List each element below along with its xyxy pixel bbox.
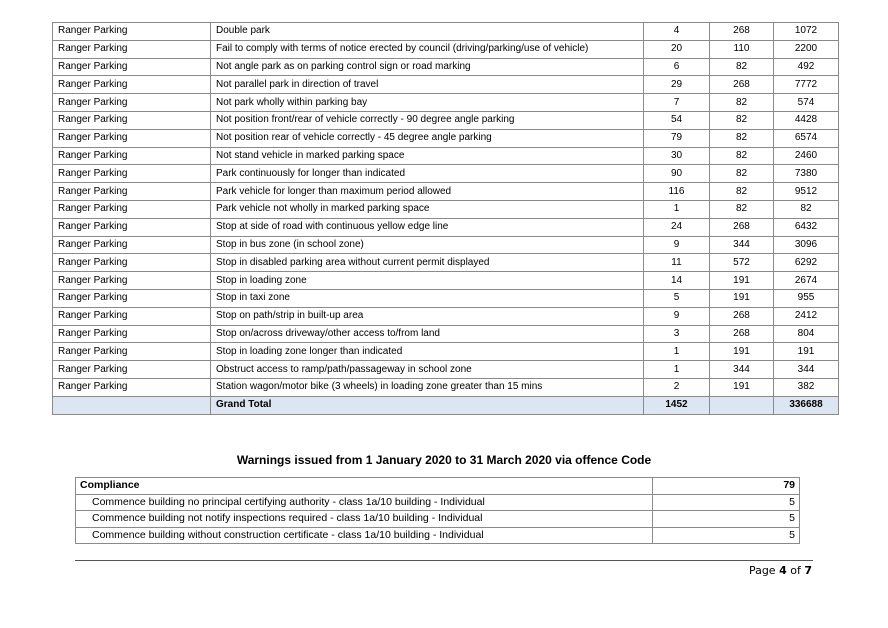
row-count: 79: [644, 129, 710, 147]
row-count: 6: [644, 58, 710, 76]
row-category: Ranger Parking: [53, 361, 211, 379]
row-amount: 268: [710, 307, 774, 325]
row-category: Ranger Parking: [53, 147, 211, 165]
table-row: [53, 236, 839, 254]
row-count: 24: [644, 218, 710, 236]
table-row: [53, 361, 839, 379]
row-count: 29: [644, 76, 710, 94]
row-total: 955: [774, 289, 839, 307]
table-row: [53, 111, 839, 129]
page-of: of: [790, 564, 801, 577]
row-count: 20: [644, 40, 710, 58]
row-amount: 82: [710, 165, 774, 183]
row-total: 382: [774, 378, 839, 396]
row-offence: Stop on/across driveway/other access to/from land: [211, 325, 644, 343]
row-category: Ranger Parking: [53, 58, 211, 76]
row-offence: Park vehicle not wholly in marked parking space: [211, 200, 644, 218]
row-count: 2: [644, 378, 710, 396]
row-amount: 82: [710, 147, 774, 165]
table-row: [53, 200, 839, 218]
row-offence: Stop at side of road with continuous yellow edge line: [211, 218, 644, 236]
row-amount: 268: [710, 23, 774, 41]
row-total: 1072: [774, 23, 839, 41]
row-category: Ranger Parking: [53, 200, 211, 218]
row-offence: Park continuously for longer than indicated: [211, 165, 644, 183]
grand-total-row: [53, 396, 839, 414]
row-amount: 572: [710, 254, 774, 272]
table-row: [53, 289, 839, 307]
row-total: 2412: [774, 307, 839, 325]
row-category: Ranger Parking: [53, 40, 211, 58]
table-row: [53, 343, 839, 361]
row-offence: Not position rear of vehicle correctly - 45 degree angle parking: [211, 129, 644, 147]
warning-row: [76, 494, 800, 511]
row-total: 492: [774, 58, 839, 76]
row-count: 9: [644, 307, 710, 325]
table-row: [53, 218, 839, 236]
row-count: 54: [644, 111, 710, 129]
footer-divider: [75, 560, 813, 561]
warning-offence: Commence building no principal certifying authority - class 1a/10 building - Individual: [76, 494, 653, 511]
row-count: 14: [644, 272, 710, 290]
warnings-group-label: Compliance: [76, 478, 653, 495]
row-offence: Not angle park as on parking control sign or road marking: [211, 58, 644, 76]
table-row: [53, 307, 839, 325]
table-row: [53, 76, 839, 94]
row-total: 804: [774, 325, 839, 343]
page-label: Page: [748, 564, 776, 577]
row-amount: 344: [710, 236, 774, 254]
row-category: Ranger Parking: [53, 111, 211, 129]
row-category: Ranger Parking: [53, 236, 211, 254]
row-category: Ranger Parking: [53, 343, 211, 361]
row-category: Ranger Parking: [53, 289, 211, 307]
row-total: 2200: [774, 40, 839, 58]
warning-row: [76, 511, 800, 528]
row-offence: Not stand vehicle in marked parking space: [211, 147, 644, 165]
row-amount: 110: [710, 40, 774, 58]
row-total: 6574: [774, 129, 839, 147]
row-total: 191: [774, 343, 839, 361]
warning-count: 5: [653, 494, 800, 511]
row-amount: 82: [710, 58, 774, 76]
row-category: Ranger Parking: [53, 218, 211, 236]
row-total: 2674: [774, 272, 839, 290]
warning-offence: Commence building without construction certificate - class 1a/10 building - Individual: [76, 527, 653, 544]
page-number: [749, 564, 812, 577]
row-count: 116: [644, 183, 710, 201]
row-amount: 82: [710, 200, 774, 218]
row-offence: Stop in loading zone: [211, 272, 644, 290]
row-category: Ranger Parking: [53, 325, 211, 343]
grand-total-count: 1452: [644, 396, 710, 414]
row-amount: 82: [710, 129, 774, 147]
table-row: [53, 129, 839, 147]
row-category: Ranger Parking: [53, 165, 211, 183]
table-row: [53, 58, 839, 76]
table-row: [53, 94, 839, 112]
row-count: 1: [644, 361, 710, 379]
table-row: [53, 325, 839, 343]
row-category: Ranger Parking: [53, 307, 211, 325]
warnings-table: [75, 477, 800, 544]
warnings-title: Warnings issued from 1 January 2020 to 31 March 2020 via offence Code: [236, 453, 652, 467]
warnings-group-row: [76, 478, 800, 495]
warning-offence: Commence building not notify inspections required - class 1a/10 building - Individual: [76, 511, 653, 528]
warning-count: 5: [653, 527, 800, 544]
row-amount: 191: [710, 289, 774, 307]
row-total: 574: [774, 94, 839, 112]
row-amount: 191: [710, 272, 774, 290]
row-offence: Stop in taxi zone: [211, 289, 644, 307]
row-count: 5: [644, 289, 710, 307]
row-amount: 82: [710, 183, 774, 201]
table-row: [53, 147, 839, 165]
grand-total-sum: 336688: [774, 396, 839, 414]
table-row: [53, 254, 839, 272]
row-total: 4428: [774, 111, 839, 129]
row-offence: Park vehicle for longer than maximum period allowed: [211, 183, 644, 201]
row-category: Ranger Parking: [53, 378, 211, 396]
row-count: 3: [644, 325, 710, 343]
row-offence: Double park: [211, 23, 644, 41]
row-total: 82: [774, 200, 839, 218]
row-total: 7772: [774, 76, 839, 94]
row-offence: Not park wholly within parking bay: [211, 94, 644, 112]
row-category: Ranger Parking: [53, 183, 211, 201]
row-offence: Obstruct access to ramp/path/passageway in school zone: [211, 361, 644, 379]
grand-total-spacer: [53, 396, 211, 414]
table-row: [53, 183, 839, 201]
row-total: 6292: [774, 254, 839, 272]
row-amount: 82: [710, 111, 774, 129]
row-total: 6432: [774, 218, 839, 236]
warning-row: [76, 527, 800, 544]
page-current: 4: [779, 564, 787, 577]
infringements-table-body: [53, 23, 839, 415]
warning-count: 5: [653, 511, 800, 528]
row-offence: Stop in bus zone (in school zone): [211, 236, 644, 254]
row-amount: 268: [710, 325, 774, 343]
row-count: 90: [644, 165, 710, 183]
infringements-table: [52, 22, 839, 415]
row-amount: 268: [710, 218, 774, 236]
row-count: 7: [644, 94, 710, 112]
row-amount: 191: [710, 343, 774, 361]
row-amount: 268: [710, 76, 774, 94]
table-row: [53, 272, 839, 290]
row-count: 11: [644, 254, 710, 272]
row-offence: Not parallel park in direction of travel: [211, 76, 644, 94]
row-total: 9512: [774, 183, 839, 201]
row-category: Ranger Parking: [53, 129, 211, 147]
row-amount: 191: [710, 378, 774, 396]
row-count: 1: [644, 343, 710, 361]
warnings-table-body: [76, 478, 800, 544]
warnings-group-count: 79: [653, 478, 800, 495]
table-row: [53, 40, 839, 58]
row-category: Ranger Parking: [53, 272, 211, 290]
row-offence: Stop in disabled parking area without current permit displayed: [211, 254, 644, 272]
page-total: 7: [804, 564, 812, 577]
row-offence: Stop in loading zone longer than indicated: [211, 343, 644, 361]
row-total: 2460: [774, 147, 839, 165]
row-amount: 82: [710, 94, 774, 112]
row-amount: 344: [710, 361, 774, 379]
row-count: 4: [644, 23, 710, 41]
row-count: 1: [644, 200, 710, 218]
row-offence: Not position front/rear of vehicle correctly - 90 degree angle parking: [211, 111, 644, 129]
row-total: 7380: [774, 165, 839, 183]
row-category: Ranger Parking: [53, 76, 211, 94]
row-count: 30: [644, 147, 710, 165]
row-total: 3096: [774, 236, 839, 254]
table-row: [53, 23, 839, 41]
row-category: Ranger Parking: [53, 94, 211, 112]
row-total: 344: [774, 361, 839, 379]
row-category: Ranger Parking: [53, 23, 211, 41]
grand-total-label: Grand Total: [211, 396, 644, 414]
table-row: [53, 165, 839, 183]
table-row: [53, 378, 839, 396]
row-count: 9: [644, 236, 710, 254]
row-offence: Stop on path/strip in built-up area: [211, 307, 644, 325]
grand-total-amount-empty: [710, 396, 774, 414]
row-category: Ranger Parking: [53, 254, 211, 272]
row-offence: Station wagon/motor bike (3 wheels) in loading zone greater than 15 mins: [211, 378, 644, 396]
row-offence: Fail to comply with terms of notice erected by council (driving/parking/use of vehicle): [211, 40, 644, 58]
